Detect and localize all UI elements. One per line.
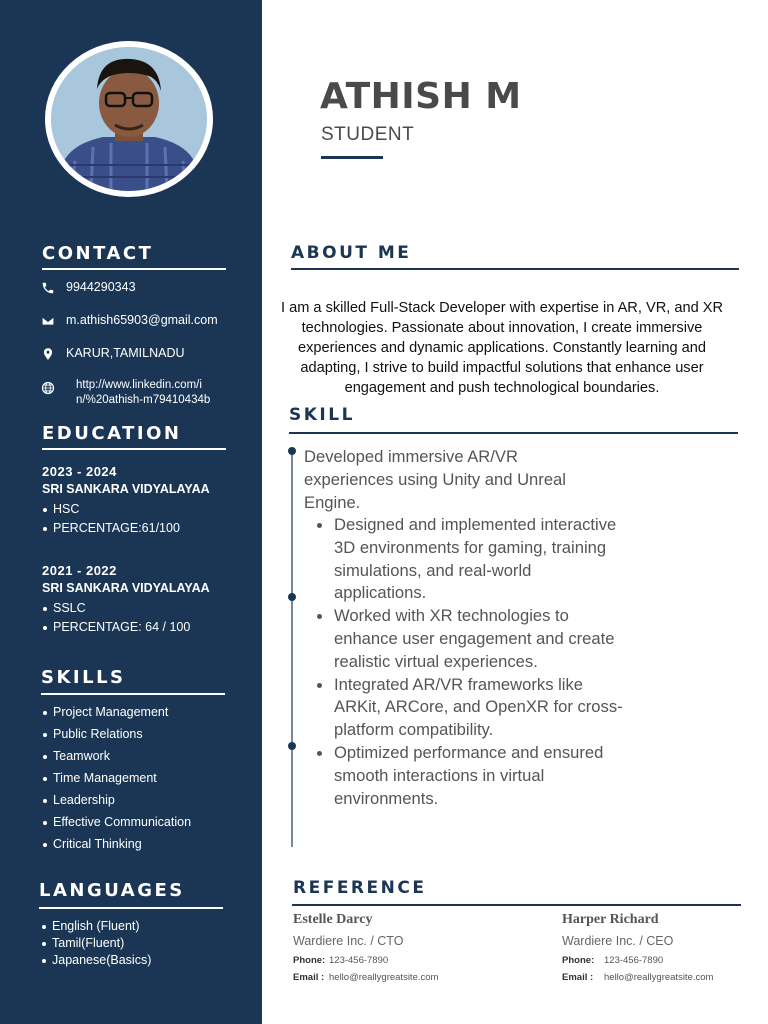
reference-name: Harper Richard xyxy=(562,912,659,927)
about-text: I am a skilled Full-Stack Developer with expertise in AR, VR, and XR technologies. Passionate about innovation, I create immersive experiences and dynamic applications. Constantly learning and adapting, I strive to build impactful solutions that enhance user engagement and push technological boundaries. xyxy=(280,300,724,396)
contact-location xyxy=(40,346,185,362)
languages-divider xyxy=(39,907,223,909)
education-details xyxy=(42,599,242,636)
email-label: Email : xyxy=(562,972,594,983)
languages-list xyxy=(41,918,251,969)
education-heading: EDUCATION xyxy=(42,423,182,444)
reference-phone xyxy=(562,955,762,966)
linkedin-line-1: http://www.linkedin.com/i xyxy=(76,379,202,391)
list-item: PERCENTAGE:61/100 xyxy=(42,519,242,538)
globe-icon xyxy=(40,380,56,396)
envelope-icon xyxy=(40,313,56,329)
timeline-dot xyxy=(288,447,296,455)
sidebar xyxy=(0,0,262,1024)
profile-photo-frame xyxy=(45,41,213,197)
reference-card xyxy=(562,912,762,983)
education-divider xyxy=(42,448,226,450)
list-item: Optimized performance and ensured smooth interactions in virtual environments. xyxy=(334,742,624,810)
list-item: Japanese(Basics) xyxy=(41,952,251,969)
reference-phone-value[interactable]: 123-456-7890 xyxy=(604,955,664,966)
list-item: Critical Thinking xyxy=(42,833,252,855)
education-entry xyxy=(42,464,242,537)
list-item: Worked with XR technologies to enhance user engagement and create realistic virtual experiences. xyxy=(334,605,624,673)
skills-heading: SKILLS xyxy=(41,667,126,688)
linkedin-line-2: n/%20athish-m79410434b xyxy=(76,394,211,406)
education-entry xyxy=(42,563,242,636)
education-details xyxy=(42,500,242,537)
contact-divider xyxy=(42,268,226,270)
contact-email xyxy=(40,313,218,329)
education-years: 2023 - 2024 xyxy=(42,464,117,479)
list-item: PERCENTAGE: 64 / 100 xyxy=(42,618,242,637)
phone-label: Phone: xyxy=(562,955,595,966)
list-item: Designed and implemented interactive 3D environments for gaming, training simulations, and real-world applications. xyxy=(334,514,624,605)
list-item: Teamwork xyxy=(42,745,252,767)
skill-divider xyxy=(289,432,738,434)
list-item: Leadership xyxy=(42,789,252,811)
list-item: SSLC xyxy=(42,599,242,618)
location-text: KARUR,TAMILNADU xyxy=(66,346,185,360)
reference-email xyxy=(293,972,493,983)
reference-company: Wardiere Inc. / CTO xyxy=(293,934,404,948)
list-item: English (Fluent) xyxy=(41,918,251,935)
reference-phone-value[interactable]: 123-456-7890 xyxy=(329,955,389,966)
profile-photo xyxy=(51,47,207,191)
role-underline xyxy=(321,156,383,159)
phone-text[interactable]: 9944290343 xyxy=(66,280,136,294)
skill-intro-text: Developed immersive AR/VR experiences using Unity and Unreal Engine. xyxy=(304,447,566,512)
about-divider xyxy=(291,268,739,270)
list-item: Integrated AR/VR frameworks like ARKit, ARCore, and OpenXR for cross-platform compatibility. xyxy=(334,674,624,742)
reference-divider xyxy=(292,904,741,906)
skill-timeline xyxy=(291,452,293,847)
contact-website xyxy=(40,378,210,408)
contact-heading: CONTACT xyxy=(42,243,154,264)
reference-card xyxy=(293,912,493,983)
list-item: Time Management xyxy=(42,767,252,789)
candidate-role: STUDENT xyxy=(321,124,415,145)
reference-phone xyxy=(293,955,493,966)
reference-email-value[interactable]: hello@reallygreatsite.com xyxy=(604,972,714,983)
email-text[interactable]: m.athish65903@gmail.com xyxy=(66,313,218,327)
timeline-dot xyxy=(288,593,296,601)
email-label: Email : xyxy=(293,972,325,983)
candidate-name: ATHISH M xyxy=(320,76,522,117)
reference-email-value[interactable]: hello@reallygreatsite.com xyxy=(329,972,439,983)
phone-label: Phone: xyxy=(293,955,326,966)
contact-phone xyxy=(40,280,136,296)
skill-list xyxy=(334,514,624,810)
list-item: HSC xyxy=(42,500,242,519)
reference-heading: REFERENCE xyxy=(293,878,427,898)
education-school: SRI SANKARA VIDYALAYAA xyxy=(42,581,210,595)
reference-name: Estelle Darcy xyxy=(293,912,373,927)
list-item: Tamil(Fluent) xyxy=(41,935,251,952)
list-item: Public Relations xyxy=(42,723,252,745)
list-item: Effective Communication xyxy=(42,811,252,833)
education-years: 2021 - 2022 xyxy=(42,563,117,578)
languages-heading: LANGUAGES xyxy=(39,880,185,901)
linkedin-link[interactable] xyxy=(76,378,210,408)
location-pin-icon xyxy=(40,346,56,362)
reference-company: Wardiere Inc. / CEO xyxy=(562,934,674,948)
timeline-dot xyxy=(288,742,296,750)
skills-list xyxy=(42,701,252,855)
skill-heading: SKILL xyxy=(289,405,355,425)
phone-icon xyxy=(40,280,56,296)
education-school: SRI SANKARA VIDYALAYAA xyxy=(42,482,210,496)
about-heading: ABOUT ME xyxy=(291,243,412,263)
skills-divider xyxy=(41,693,225,695)
reference-email xyxy=(562,972,762,983)
list-item: Project Management xyxy=(42,701,252,723)
